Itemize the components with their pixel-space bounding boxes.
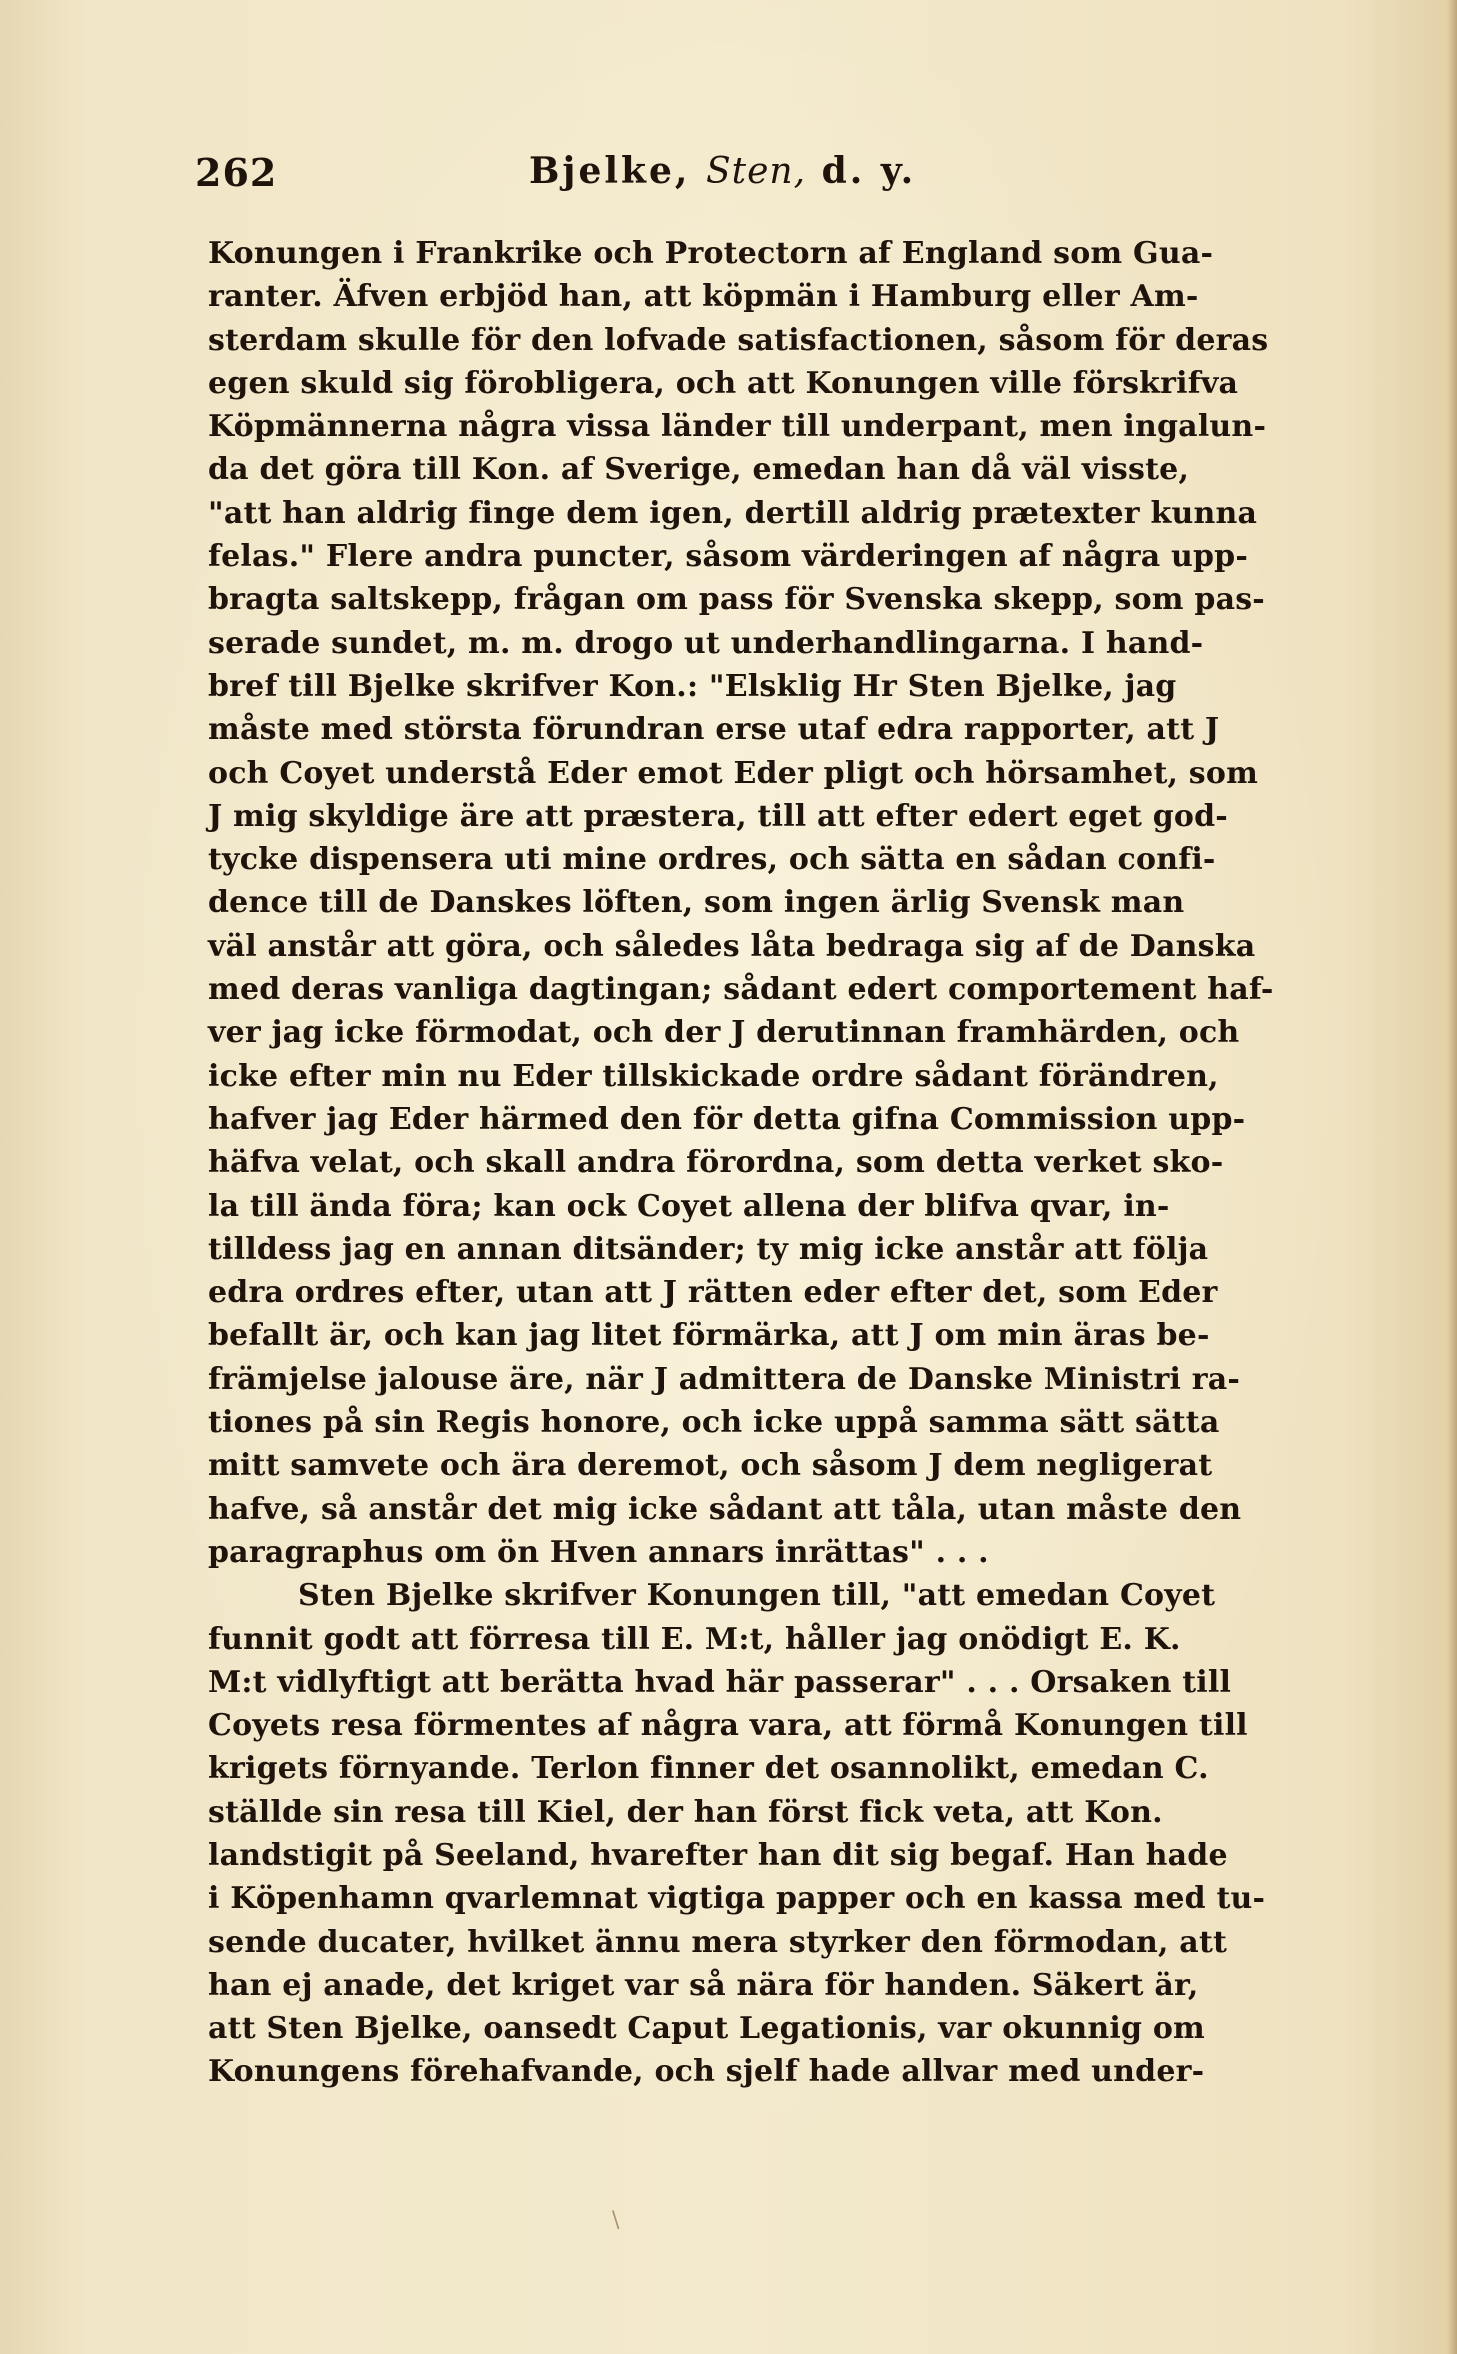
page-header: [195, 150, 1275, 200]
text-line: i Köpenhamn qvarlemnat vigtiga papper och en kassa med tu-: [208, 1881, 1266, 1917]
text-line: måste med största förundran erse utaf edra rapporter, att J: [208, 712, 1220, 748]
text-line: Konungens förehafvande, och sjelf hade allvar med under-: [208, 2054, 1205, 2090]
text-line: befallt är, och kan jag litet förmärka, att J om min äras be-: [208, 1318, 1210, 1354]
text-line: la till ända föra; kan ock Coyet allena der blifva qvar, in-: [208, 1188, 1170, 1224]
text-line: "att han aldrig finge dem igen, dertill aldrig prætexter kunna: [208, 495, 1258, 531]
text-line: sende ducater, hvilket ännu mera styrker den förmodan, att: [208, 1924, 1228, 1960]
text-line: Konungen i Frankrike och Protectorn af England som Gua-: [208, 236, 1214, 271]
body-text: [208, 232, 1338, 2094]
text-line: krigets förnyande. Terlon finner det osannolikt, emedan C.: [208, 1751, 1209, 1787]
text-line: att Sten Bjelke, oansedt Caput Legationis, var okunnig om: [208, 2011, 1206, 2047]
text-line: bref till Bjelke skrifver Kon.: "Elsklig Hr Sten Bjelke, jag: [208, 668, 1177, 704]
text-line: ver jag icke förmodat, och der J derutinnan framhärden, och: [208, 1015, 1240, 1051]
page-number: 262: [195, 150, 278, 195]
text-line: häfva velat, och skall andra förordna, som detta verket sko-: [208, 1145, 1224, 1181]
text-line: ställde sin resa till Kiel, der han först fick veta, att Kon.: [208, 1794, 1163, 1830]
text-line: hafver jag Eder härmed den för detta gifna Commission upp-: [208, 1101, 1246, 1137]
text-line: M:t vidlyftigt att berätta hvad här passerar" . . . Orsaken till: [208, 1664, 1232, 1700]
text-line: med deras vanliga dagtingan; sådant edert comportement haf-: [208, 972, 1274, 1008]
text-line: sterdam skulle för den lofvade satisfactionen, såsom för deras: [208, 322, 1269, 358]
page-edge-shadow: [1447, 0, 1457, 2354]
text-line: serade sundet, m. m. drogo ut underhandlingarna. I hand-: [208, 625, 1204, 661]
text-line: tiones på sin Regis honore, och icke uppå samma sätt sätta: [208, 1405, 1220, 1441]
text-line: och Coyet understå Eder emot Eder pligt och hörsamhet, som: [208, 755, 1259, 791]
text-line: paragraphus om ön Hven annars inrättas" . . .: [208, 1534, 989, 1570]
text-line: främjelse jalouse äre, när J admittera de Danske Ministri ra-: [208, 1361, 1241, 1397]
text-line: landstigit på Seeland, hvarefter han dit sig begaf. Han hade: [208, 1837, 1228, 1873]
text-line: hafve, så anstår det mig icke sådant att tåla, utan måste den: [208, 1491, 1242, 1527]
text-line: tilldess jag en annan ditsänder; ty mig icke anstår att följa: [208, 1231, 1209, 1267]
text-line: bragta saltskepp, frågan om pass för Svenska skepp, som pas-: [208, 582, 1265, 618]
text-line: dence till de Danskes löften, som ingen ärlig Svensk man: [208, 885, 1185, 921]
running-head-given-name: Sten,: [705, 151, 807, 192]
text-line: väl anstår att göra, och således låta bedraga sig af de Danska: [208, 928, 1256, 964]
text-line: edra ordres efter, utan att J rätten eder efter det, som Eder: [208, 1275, 1218, 1311]
text-line: egen skuld sig förobligera, och att Konungen ville förskrifva: [208, 365, 1239, 401]
text-line: funnit godt att förresa till E. M:t, håller jag onödigt E. K.: [208, 1621, 1181, 1657]
running-head-surname: Bjelke,: [529, 150, 691, 192]
text-line: tycke dispensera uti mine ordres, och sätta en sådan confi-: [208, 842, 1216, 878]
running-head-suffix: d. y.: [821, 150, 917, 192]
text-line: icke efter min nu Eder tillskickade ordre sådant förändren,: [208, 1058, 1219, 1094]
text-line: Sten Bjelke skrifver Konungen till, "att emedan Coyet: [298, 1578, 1216, 1614]
text-line: ranter. Äfven erbjöd han, att köpmän i Hamburg eller Am-: [208, 279, 1199, 315]
text-line: J mig skyldige äre att præstera, till att efter edert eget god-: [208, 798, 1228, 834]
text-line: Coyets resa förmentes af några vara, att förmå Konungen till: [208, 1708, 1248, 1744]
text-line: Köpmännerna några vissa länder till underpant, men ingalun-: [208, 409, 1267, 445]
text-line: han ej anade, det kriget var så nära för handen. Säkert är,: [208, 1967, 1199, 2003]
text-line: mitt samvete och ära deremot, och såsom J dem negligerat: [208, 1448, 1213, 1484]
text-line: da det göra till Kon. af Sverige, emedan han då väl visste,: [208, 452, 1190, 488]
running-head: [529, 150, 916, 192]
stray-mark: \: [612, 2208, 620, 2233]
text-line: felas." Flere andra puncter, såsom värderingen af några upp-: [208, 539, 1248, 575]
